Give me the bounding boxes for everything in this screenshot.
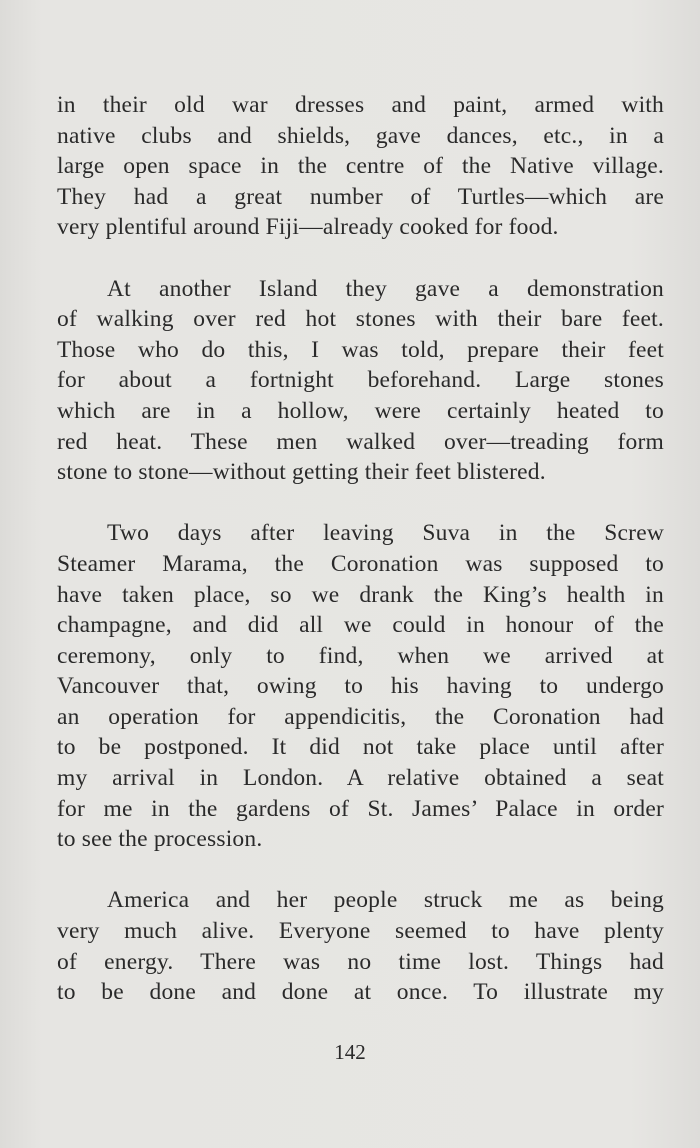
text-line: stone to stone—without getting their feet blistered.	[57, 459, 546, 486]
text-line: Vancouver that, owing to his having to undergo	[57, 673, 664, 700]
text-line: for me in the gardens of St. James’ Palace in order	[57, 795, 664, 822]
text-line: red heat. These men walked over—treading form	[57, 428, 664, 455]
page-number: 142	[334, 1040, 366, 1064]
text-line: ceremony, only to find, when we arrived at	[57, 642, 664, 669]
text-line: of walking over red hot stones with their bare feet.	[57, 306, 664, 333]
text-line: very much alive. Everyone seemed to have plenty	[57, 918, 664, 945]
text-line: large open space in the centre of the Native village.	[57, 153, 664, 180]
text-line: Two days after leaving Suva in the Screw	[107, 520, 664, 547]
text-line: At another Island they gave a demonstration	[107, 275, 664, 302]
text-line: to be postponed. It did not take place until after	[57, 734, 664, 761]
text-line: to see the procession.	[57, 826, 263, 853]
paragraph-gap	[57, 488, 664, 519]
text-line: champagne, and did all we could in honour of the	[57, 612, 664, 639]
paragraph-gap	[57, 243, 664, 274]
text-line: for about a fortnight beforehand. Large stones	[57, 367, 664, 394]
paragraph	[57, 885, 664, 1007]
text-line: They had a great number of Turtles—which are	[57, 183, 664, 210]
text-line: of energy. There was no time lost. Things had	[57, 948, 664, 975]
text-line: Those who do this, I was told, prepare their feet	[57, 336, 664, 363]
text-line: native clubs and shields, gave dances, etc., in a	[57, 122, 664, 149]
text-line: an operation for appendicitis, the Coronation had	[57, 703, 664, 730]
text-line: to be done and done at once. To illustrate my	[57, 979, 664, 1006]
paragraph-gap	[57, 855, 664, 886]
body-text	[57, 90, 664, 1008]
text-line: which are in a hollow, were certainly heated to	[57, 397, 664, 424]
text-line: very plentiful around Fiji—already cooked for food.	[57, 214, 559, 241]
text-line: my arrival in London. A relative obtained a seat	[57, 765, 664, 792]
paragraph	[57, 518, 664, 855]
text-line: have taken place, so we drank the King’s health in	[57, 581, 664, 608]
text-line: America and her people struck me as being	[107, 887, 664, 914]
text-line: in their old war dresses and paint, armed with	[57, 92, 664, 118]
paragraph	[57, 90, 664, 243]
text-line: Steamer Marama, the Coronation was supposed to	[57, 550, 664, 577]
paragraph	[57, 274, 664, 488]
